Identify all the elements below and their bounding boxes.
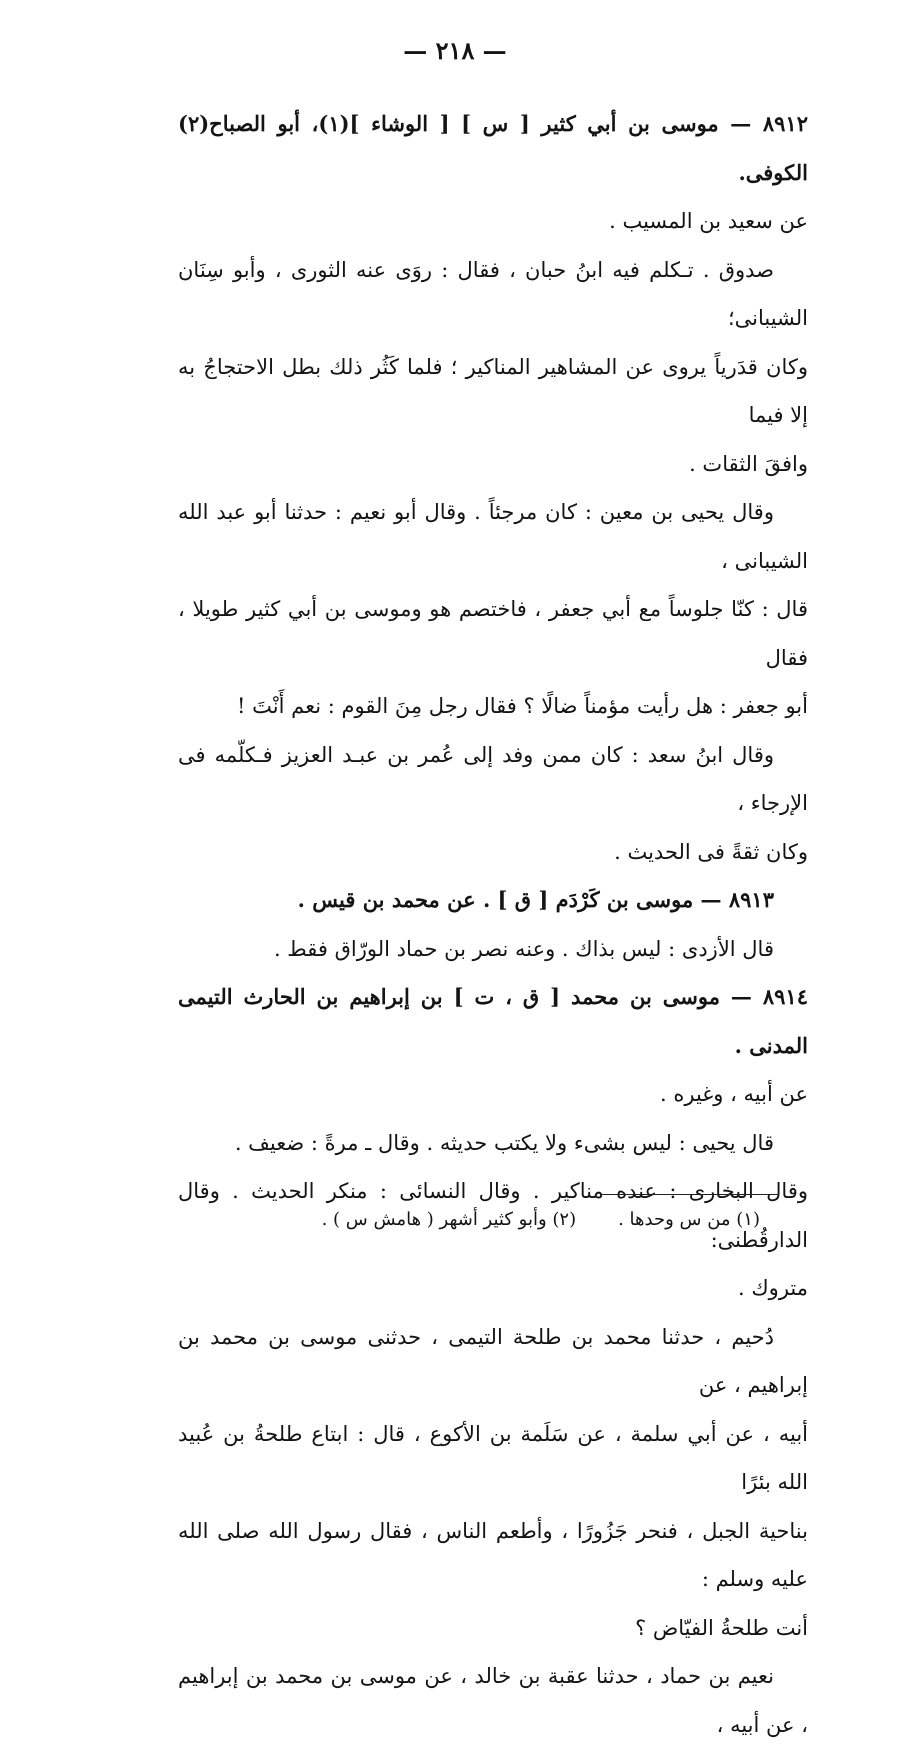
footnote-2: (٢) وأبو كثير أشهر ( هامش س ) .	[321, 1209, 577, 1230]
entry-8912-line-8: أبو جعفر : هل رأيت مؤمناً ضالًا ؟ فقال رجل مِنَ القوم : نعم أَنْتَ !	[237, 694, 808, 718]
page-number: — ٢١٨ —	[403, 36, 507, 65]
entry-8912-heading: ٨٩١٢ — موسى بن أبي كثير [ س ] [ الوشاء ](١)، أبو الصباح(٢) الكوفى.	[178, 111, 808, 185]
entry-8914-heading: ٨٩١٤ — موسى بن محمد [ ق ، ت ] بن إبراهيم بن الحارث التيمى المدنى .	[178, 984, 808, 1058]
entry-8914-line-7: أبيه ، عن أبي سلمة ، عن سَلَمة بن الأكوع ، قال : ابتاع طلحةُ بن عُبيد الله بئرًا	[178, 1421, 808, 1494]
main-text	[178, 100, 808, 1749]
footnote-1: (١) من س وحدها .	[618, 1209, 760, 1230]
entry-8914-line-8: بناحية الجبل ، فنحر جَزُورًا ، وأطعم الناس ، فقال رسول الله صلى الله عليه وسلم :	[178, 1518, 808, 1591]
entry-8914-line-6: دُحيم ، حدثنا محمد بن طلحة التيمى ، حدثنى موسى بن محمد بن إبراهيم ، عن	[178, 1324, 808, 1397]
entry-8912-line-9: وقال ابنُ سعد : كان ممن وفد إلى عُمر بن عبـد العزيز فـكلّمه فى الإرجاء ،	[178, 742, 808, 815]
entry-8913-heading: ٨٩١٣ — موسى بن كَرْدَم [ ق ] . عن محمد بن قيس .	[297, 887, 774, 912]
entry-8914-line-3: قال يحيى : ليس بشىء ولا يكتب حديثه . وقال ـ مرةً : ضعيف .	[234, 1130, 774, 1155]
entry-8912-line-2: عن سعيد بن المسيب .	[609, 209, 808, 233]
entry-8914-line-10: نعيم بن حماد ، حدثنا عقبة بن خالد ، عن موسى بن محمد بن إبراهيم ، عن أبيه ،	[178, 1664, 808, 1737]
entry-8912-line-7: قال : كنّا جلوساً مع أبي جعفر ، فاختصم هو وموسى بن أبي كثير طويلا ، فقال	[178, 597, 808, 670]
entry-8912-line-5: وافقَ الثقات .	[689, 451, 808, 476]
entry-8914-line-2: عن أبيه ، وغيره .	[660, 1082, 808, 1106]
entry-8912-line-3: صدوق . تـكلم فيه ابنُ حبان ، فقال : روَى عنه الثورى ، وأبو سِنَان الشيبانى؛	[178, 257, 808, 330]
footnotes	[322, 1206, 760, 1234]
entry-8914-line-9: أنت طلحةُ الفيّاض ؟	[635, 1615, 808, 1640]
entry-8913-line-2: قال الأزدى : ليس بذاك . وعنه نصر بن حماد الورّاق فقط .	[273, 936, 774, 961]
entry-8914-line-4: وقال البخارى : عنده مناكير . وقال النسائى : منكر الحديث . وقال الدارقُطنى:	[178, 1179, 808, 1252]
entry-8912-line-10: وكان ثقةً فى الحديث .	[614, 839, 808, 864]
footnote-separator	[600, 1194, 778, 1195]
entry-8914-line-5: متروك .	[738, 1276, 808, 1300]
entry-8912-line-6: وقال يحيى بن معين : كان مرجئاً . وقال أبو نعيم : حدثنا أبو عبد الله الشيبانى ،	[178, 500, 808, 573]
entry-8912-line-4: وكان قدَرياً يروى عن المشاهير المناكير ؛ فلما كَثُر ذلك بطل الاحتجاجُ به إلا فيما	[178, 354, 808, 427]
